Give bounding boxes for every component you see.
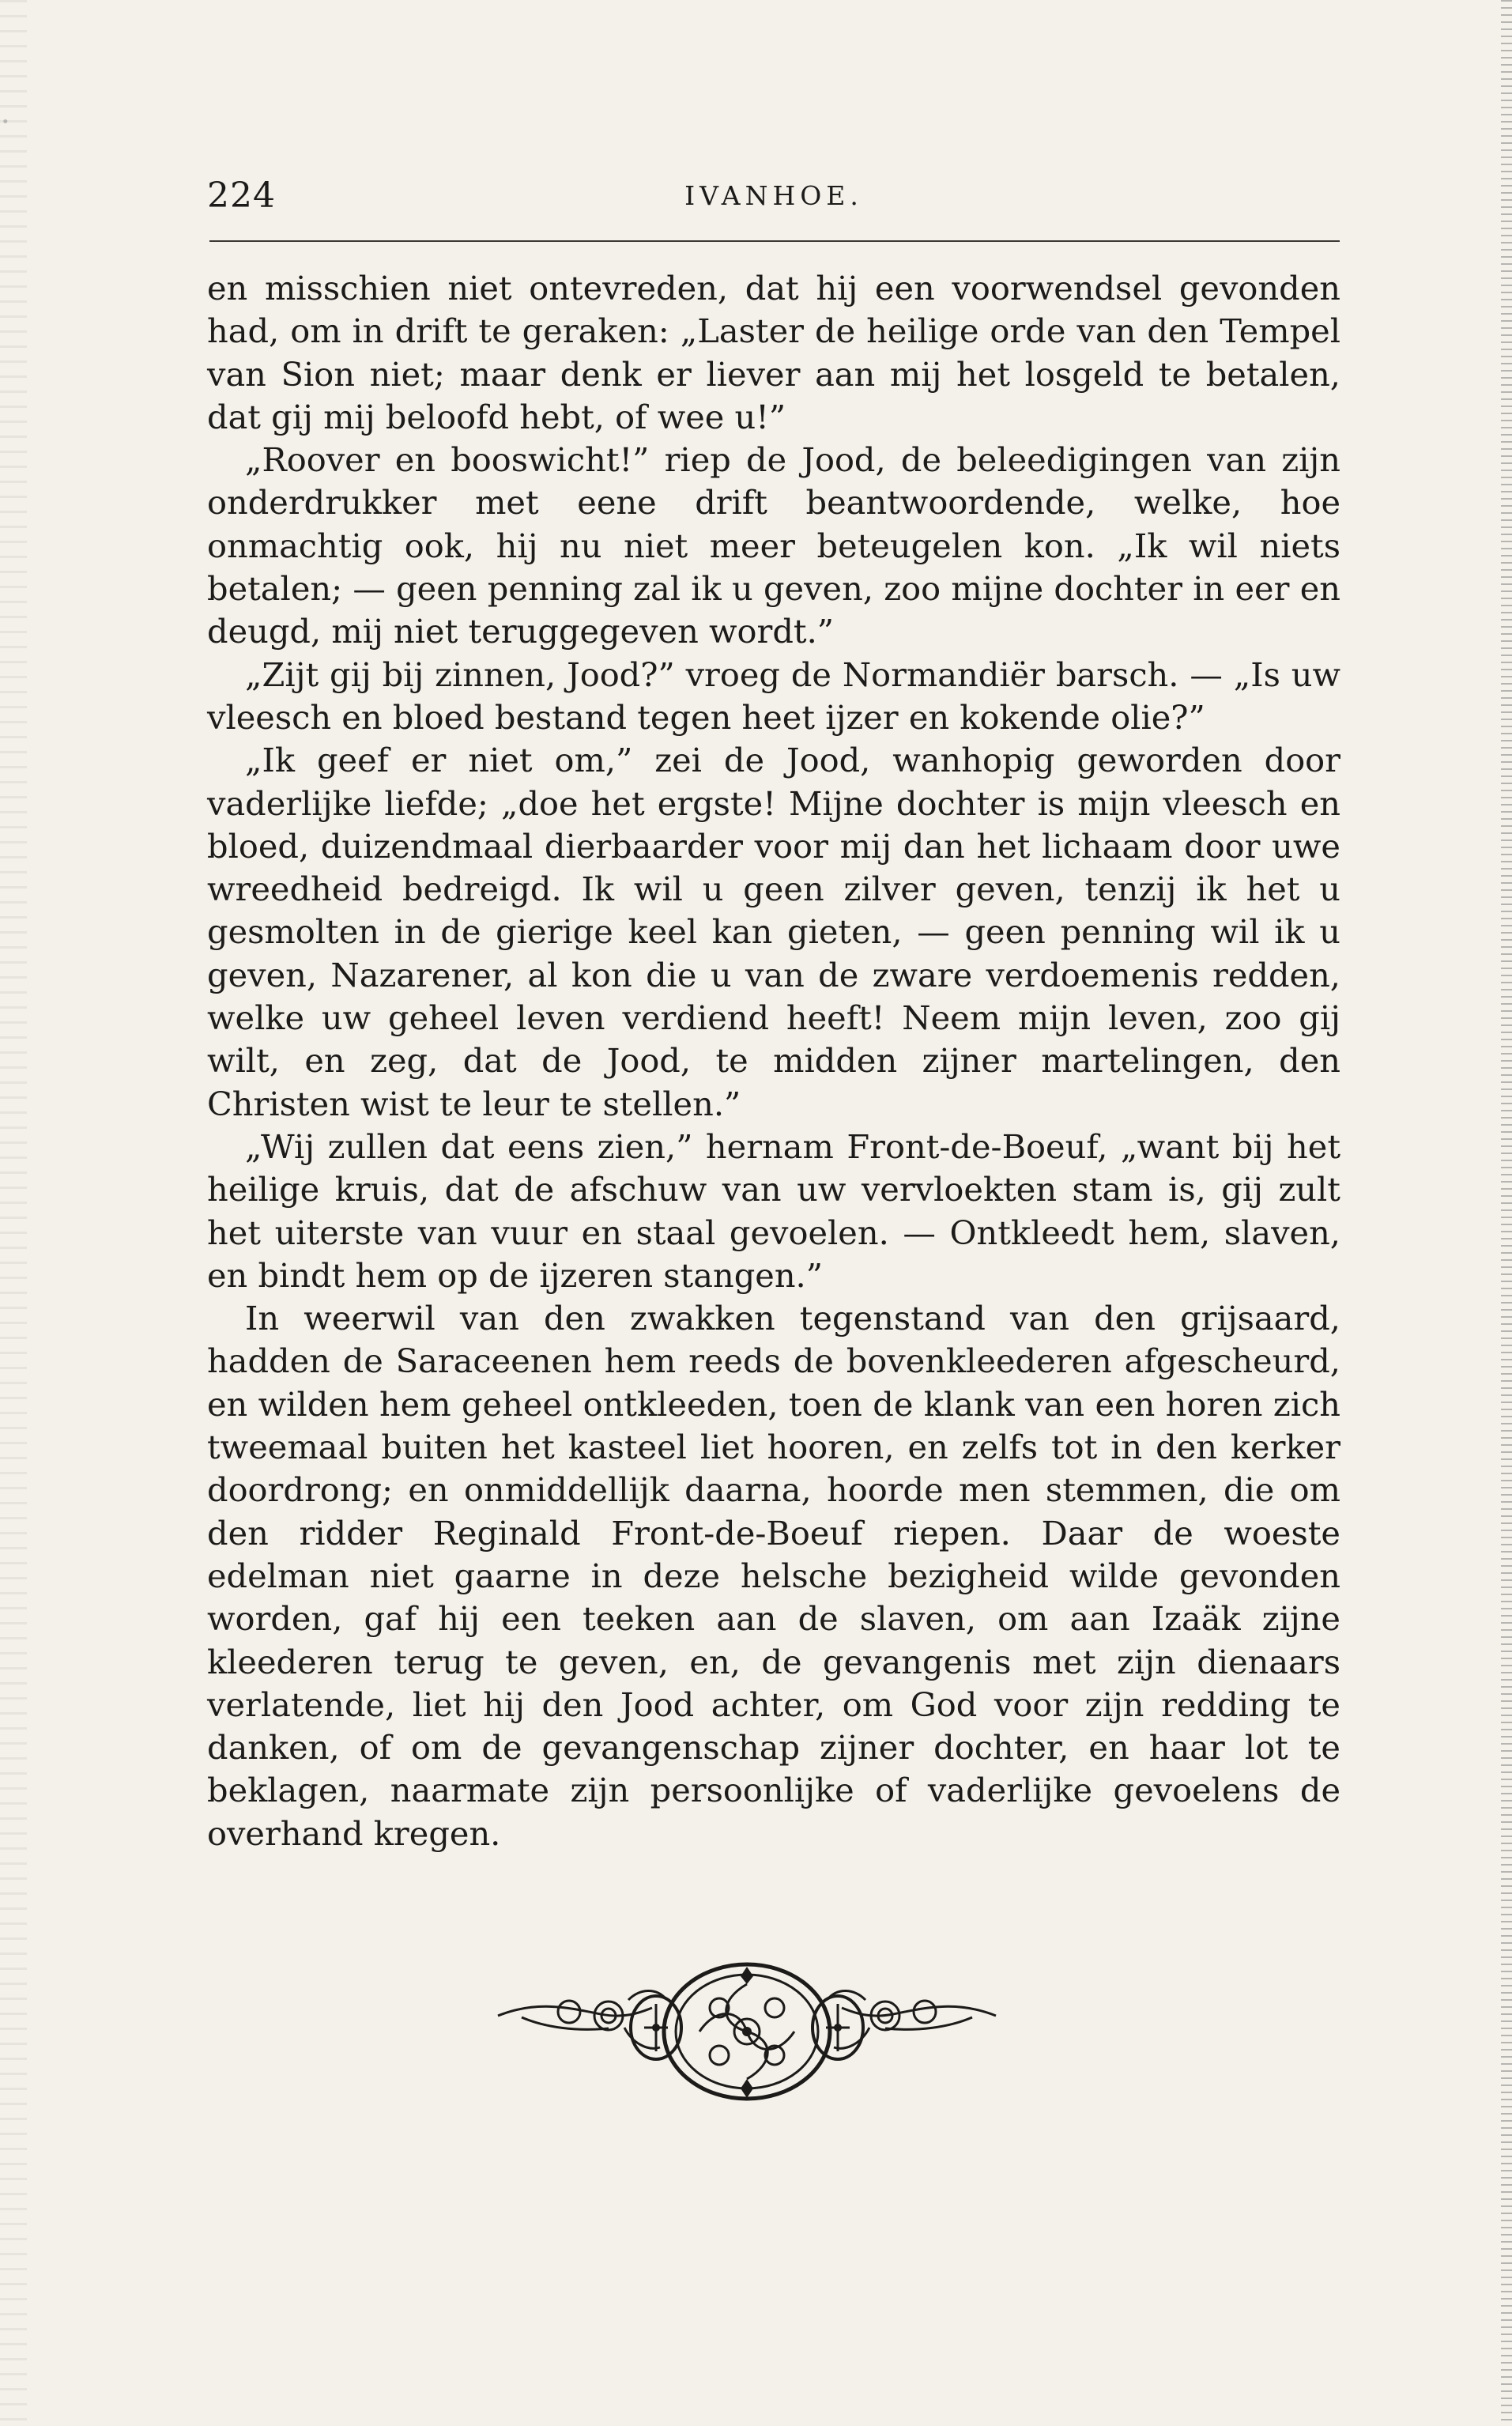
paragraph: „Ik geef er niet om,” zei de Jood, wanhopig geworden door vaderlijke liefde; „doe het ergste! Mijne dochter is mijn vleesch en bloed, duizendmaal dierbaarder voor mij dan het lichaam door uwe wreedheid bedreigd. Ik wil u geen zilver geven, tenzij ik het u gesmolten in de gierige keel kan gieten, — geen penning wil ik u geven, Nazarener, al kon die u van de zware verdoemenis redden, welke uw geheel leven verdiend heeft! Neem mijn leven, zoo gij wilt, en zeg, dat de Jood, te midden zijner martelingen, den Christen wist te leur te stellen.”: [207, 741, 1340, 1123]
paragraph: „Wij zullen dat eens zien,” hernam Front-de-Boeuf, „want bij het heilige kruis, dat de afschuw van uw vervloekten stam is, gij zult het uiterste van vuur en staal gevoelen. — Ontkleedt hem, slaven, en bindt hem op de ijzeren stangen.”: [207, 1126, 1340, 1295]
paragraph: en misschien niet ontevreden, dat hij een voorwendsel gevonden had, om in drift te geraken: „Laster de heilige orde van den Tempel van Sion niet; maar denk er liever aan mij het losgeld te betalen, dat gij mij beloofd hebt, of wee u!”: [207, 269, 1340, 436]
paragraph: In weerwil van den zwakken tegenstand van den grijsaard, hadden de Saraceenen hem reeds de bovenkleederen afgescheurd, en wilden hem geheel ontkleeden, toen de klank van een horen zich tweemaal buiten het kasteel liet hooren, en zelfs tot in den kerker doordrong; en onmiddellijk daarna, hoorde men stemmen, die om den ridder Reginald Front-de-Boeuf riepen. Daar de woeste edelman niet gaarne in deze helsche bezigheid wilde gevonden worden, gaf hij een teeken aan de slaven, om aan Izaäk zijne kleederen terug te geven, en, de gevangenis met zijn dienaars verlatende, liet hij den Jood achter, om God voor zijn redding te danken, of om de gevangenschap zijner dochter, en haar lot te beklagen, naarmate zijn persoonlijke of vaderlijke gevoelens de overhand kregen.: [207, 1299, 1340, 1853]
page-edge-left: [0, 0, 27, 2426]
page-edge-right: [1501, 0, 1512, 2426]
header-rule: [209, 240, 1340, 242]
page-header: [207, 175, 1340, 231]
paragraph: „Zijt gij bij zinnen, Jood?” vroeg de Normandiër barsch. — „Is uw vleesch en bloed bestand tegen heet ijzer en kokende olie?”: [207, 655, 1340, 737]
body-text: [207, 267, 1340, 1855]
running-title: IVANHOE.: [684, 180, 863, 211]
page-number: 224: [207, 175, 276, 216]
ornamental-tailpiece-icon: [490, 1952, 1004, 2111]
paragraph: „Roover en booswicht!” riep de Jood, de beleedigingen van zijn onderdrukker met eene drift beantwoordende, welke, hoe onmachtig ook, hij nu niet meer beteugelen kon. „Ik wil niets betalen; — geen penning zal ik u geven, zoo mijne dochter in eer en deugd, mij niet teruggegeven wordt.”: [207, 440, 1340, 651]
